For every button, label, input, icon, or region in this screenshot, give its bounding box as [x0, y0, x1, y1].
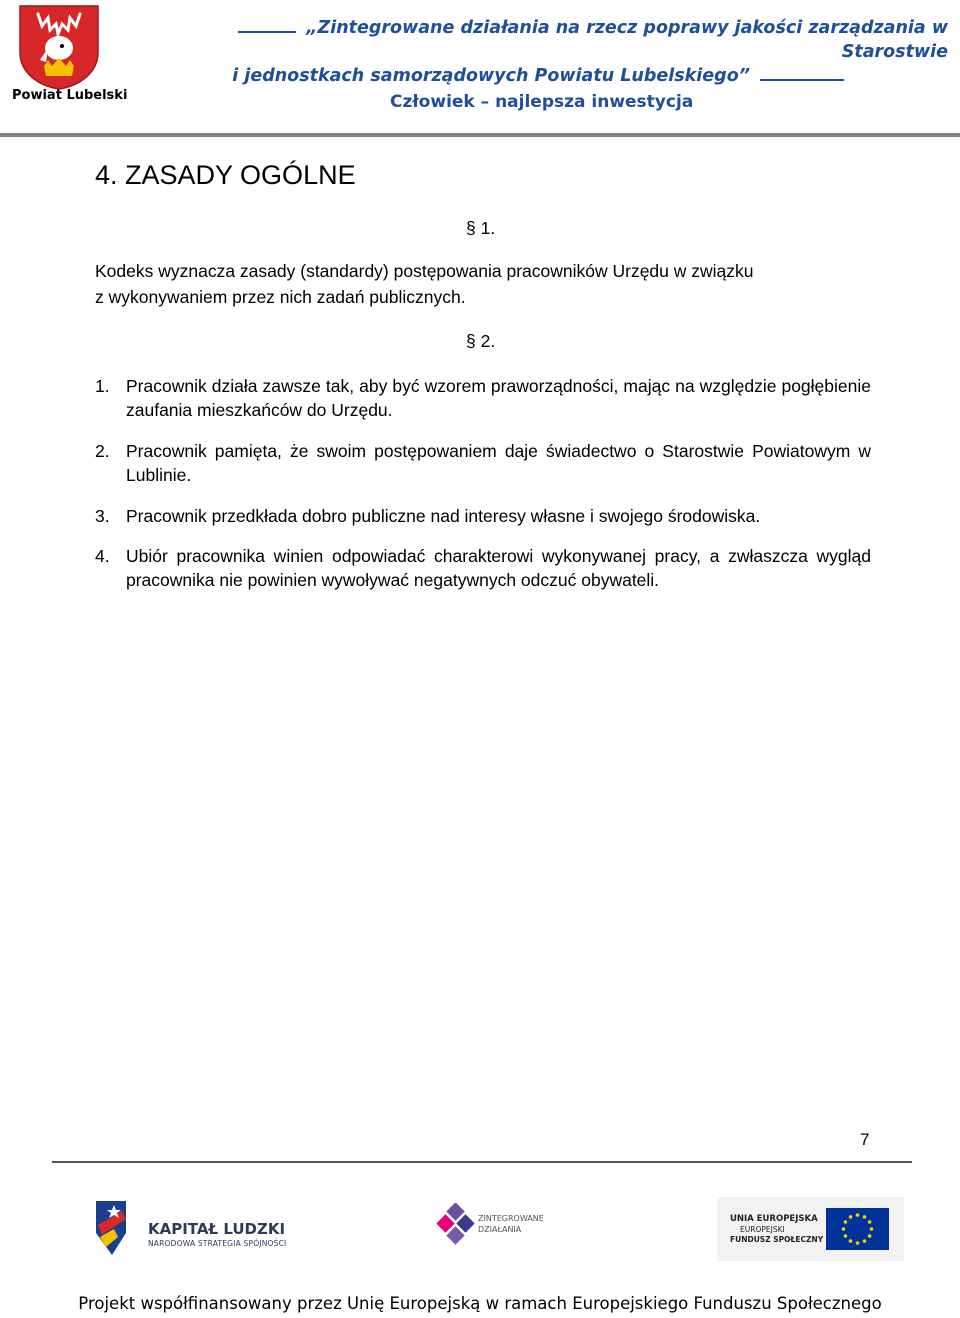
project-title — [140, 16, 948, 88]
page-number: 7 — [860, 1130, 870, 1149]
zintegrowane-line2: DZIAŁANIA — [478, 1225, 522, 1234]
project-title-line2: i jednostkach samorządowych Powiatu Lubelskiego” — [232, 66, 750, 86]
coat-of-arms-icon — [18, 4, 100, 90]
list-item-number: 1. — [95, 376, 110, 396]
paragraph-mark-1: § 1. — [466, 218, 496, 238]
section1-text — [95, 258, 885, 310]
section1-text-line2: z wykonywaniem przez nich zadań publicznych. — [95, 287, 466, 307]
zintegrowane-line1: ZINTEGROWANE — [478, 1214, 544, 1223]
kapital-ludzki-subtitle: NARODOWA STRATEGIA SPÓJNOŚCI — [148, 1239, 287, 1248]
list-item-number: 2. — [95, 441, 110, 461]
section1-text-line1: Kodeks wyznacza zasady (standardy) postępowania pracowników Urzędu w związku — [95, 261, 754, 281]
list-item-text: Pracownik przedkłada dobro publiczne nad interesy własne i swojego środowiska. — [126, 506, 761, 526]
list-item — [95, 439, 871, 487]
eu-line1: UNIA EUROPEJSKA — [730, 1214, 818, 1224]
section-heading: 4. ZASADY OGÓLNE — [95, 160, 356, 190]
list-item-text: Ubiór pracownika winien odpowiadać charakterowi wykonywanej pracy, a zwłaszcza wygląd pracownika nie powinien wywoływać negatywnych odczuć obywateli. — [126, 546, 871, 590]
paragraph-mark-2: § 2. — [466, 331, 496, 351]
list-item — [95, 544, 871, 592]
list-item-number: 4. — [95, 546, 110, 566]
list-item-number: 3. — [95, 506, 110, 526]
logo-label: Powiat Lubelski — [12, 88, 128, 103]
zintegrowane-dzialania-logo — [436, 1203, 476, 1245]
kapital-ludzki-title: KAPITAŁ LUDZKI — [148, 1220, 286, 1238]
list-item — [95, 504, 871, 528]
eu-line2: EUROPEJSKI — [740, 1225, 785, 1234]
project-title-line1: „Zintegrowane działania na rzecz poprawy jakości zarządzania w Starostwie — [306, 18, 948, 62]
eu-line3: FUNDUSZ SPOŁECZNY — [730, 1235, 824, 1244]
list-item-text: Pracownik pamięta, że swoim postępowaniem daje świadectwo o Starostwie Powiatowym w Lublinie. — [126, 441, 871, 485]
footer-divider — [52, 1161, 912, 1163]
list-item — [95, 374, 871, 422]
eu-flag-icon — [826, 1208, 889, 1250]
header-divider — [0, 133, 960, 137]
project-funding-note: Projekt współfinansowany przez Unię Europejską w ramach Europejskiego Funduszu Społecznego — [78, 1294, 882, 1313]
list-item-text: Pracownik działa zawsze tak, aby być wzorem praworządności, mając na względzie pogłębienie zaufania mieszkańców do Urzędu. — [126, 376, 871, 420]
slogan: Człowiek – najlepsza inwestycja — [390, 92, 694, 112]
